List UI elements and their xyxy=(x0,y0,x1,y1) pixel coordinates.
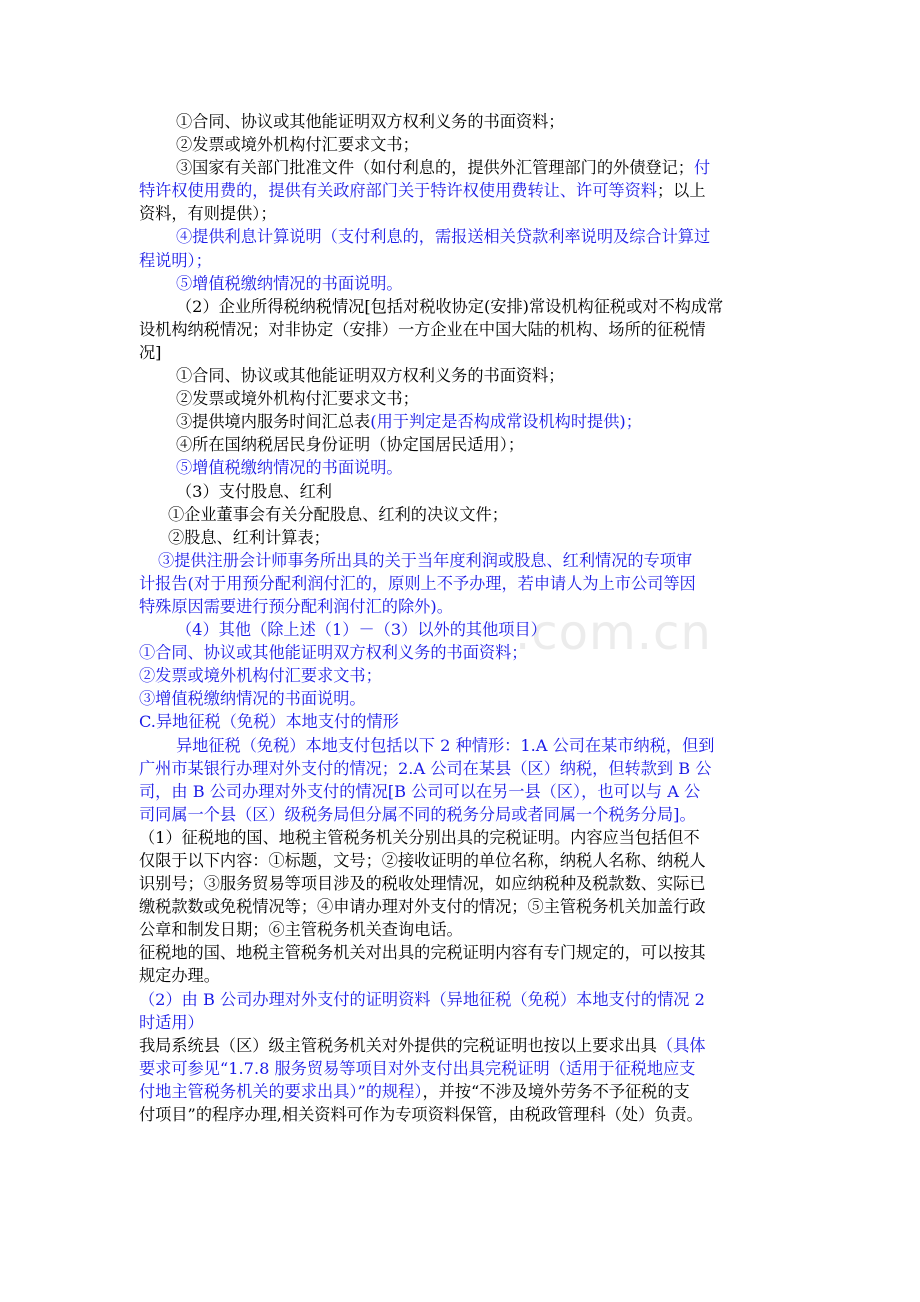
text-span: ；以上 xyxy=(657,181,706,201)
highlighted-line: 程说明）； xyxy=(139,250,212,270)
text-span: ，并按“不涉及境外劳务不予征税的支 xyxy=(422,1081,690,1101)
highlighted-line: ③增值税缴纳情况的书面说明。 xyxy=(139,689,366,709)
text-line: 缴税款数或免税情况等；④申请办理对外支付的情况；⑤主管税务机关加盖行政 xyxy=(139,897,706,917)
text-span: 我局系统县（区）级主管税务机关对外提供的完税证明也按以上要求出具 xyxy=(139,1035,657,1055)
text-line: ①合同、协议或其他能证明双方权利义务的书面资料； xyxy=(176,112,565,131)
text-line: 公章和制发日期；⑥主管税务机关查询电话。 xyxy=(139,920,463,940)
text-span: ③提供境内服务时间汇总表 xyxy=(176,412,371,432)
highlighted-line: 计报告(对于用预分配利润付汇的，原则上不予办理，若申请人为上市公司等因 xyxy=(139,573,696,593)
text-line: 设机构纳税情况；对非协定（安排）一方企业在中国大陆的机构、场所的征税情 xyxy=(139,319,706,339)
text-line: 征税地的国、地税主管税务机关对出具的完税证明内容有专门规定的，可以按其 xyxy=(139,943,706,963)
highlighted-line: ⑤增值税缴纳情况的书面说明。 xyxy=(176,458,403,478)
highlighted-line: ①合同、协议或其他能证明双方权利义务的书面资料； xyxy=(139,643,528,663)
text-line: （1）征税地的国、地税主管税务机关分别出具的完税证明。内容应当包括但不 xyxy=(139,827,700,847)
section-heading: C.异地征税（免税）本地支付的情形 xyxy=(139,712,399,732)
text-line xyxy=(139,410,787,433)
highlighted-line: ④提供利息计算说明（支付利息的，需报送相关贷款利率说明及综合计算过 xyxy=(176,227,711,247)
highlighted-text: 付地主管税务机关的要求出具）”的规程） xyxy=(139,1081,423,1101)
highlighted-line: 时适用） xyxy=(139,1012,204,1032)
text-line xyxy=(139,156,787,179)
section-heading: （2）由 B 公司办理对外支付的证明资料（异地征税（免税）本地支付的情况 2 xyxy=(139,989,705,1009)
section-heading: （2）企业所得税纳税情况[包括对税收协定(安排)常设机构征税或对不构成常 xyxy=(176,296,724,316)
highlighted-text: 特许权使用费的，提供有关政府部门关于特许权使用费转让、许可等资料 xyxy=(139,181,657,201)
text-line: 资料，有则提供）； xyxy=(139,204,277,224)
highlighted-line: 广州市某银行办理对外支付的情况；2.A 公司在某县（区）纳税，但转款到 B 公 xyxy=(139,758,712,778)
section-heading: （3）支付股息、红利 xyxy=(176,481,332,501)
highlighted-line: 司，由 B 公司办理对外支付的情况[B 公司可以在另一县（区），也可以与 A 公 xyxy=(139,781,701,801)
text-line xyxy=(139,1034,787,1057)
highlighted-line: ③提供注册会计师事务所出具的关于当年度利润或股息、红利情况的专项审 xyxy=(158,550,693,570)
text-line: 况] xyxy=(139,342,162,362)
document-body xyxy=(139,110,787,1126)
text-line: ②发票或境外机构付汇要求文书； xyxy=(176,135,419,155)
text-line: 付项目”的程序办理,相关资料可作为专项资料保管，由税政管理科（处）负责。 xyxy=(139,1105,703,1125)
highlighted-line: 司同属一个县（区）级税务局但分属不同的税务分局或者同属一个税务分局]。 xyxy=(139,804,696,824)
highlighted-line: ②发票或境外机构付汇要求文书； xyxy=(139,666,382,686)
text-line xyxy=(139,179,787,202)
text-span: ③国家有关部门批准文件（如付利息的，提供外汇管理部门的外债登记； xyxy=(176,158,694,178)
text-line xyxy=(139,1080,787,1103)
text-line: ①合同、协议或其他能证明双方权利义务的书面资料； xyxy=(176,366,565,386)
text-line: ④所在国纳税居民身份证明（协定国居民适用）； xyxy=(176,435,525,455)
highlighted-text: (用于判定是否构成常设机构时提供)； xyxy=(370,412,642,432)
text-line: ②股息、红利计算表； xyxy=(168,527,330,547)
text-line: 规定办理。 xyxy=(139,966,220,986)
highlighted-line: 要求可参见“1.7.8 服务贸易等项目对外支付出具完税证明（适用于征税地应支 xyxy=(139,1058,696,1078)
text-line: 识别号；③服务贸易等项目涉及的税收处理情况，如应纳税种及税款数、实际已 xyxy=(139,874,706,894)
highlighted-line: 异地征税（免税）本地支付包括以下 2 种情形：1.A 公司在某市纳税，但到 xyxy=(176,735,715,755)
text-line: ②发票或境外机构付汇要求文书； xyxy=(176,389,419,409)
text-line: 仅限于以下内容：①标题，文号；②接收证明的单位名称，纳税人名称、纳税人 xyxy=(139,851,706,870)
text-line: ①企业董事会有关分配股息、红利的决议文件； xyxy=(168,504,508,524)
highlighted-line: ⑤增值税缴纳情况的书面说明。 xyxy=(176,273,403,293)
highlighted-line: 特殊原因需要进行预分配利润付汇的除外)。 xyxy=(139,596,453,616)
highlighted-text: 付 xyxy=(694,158,711,178)
watermark: .com.cn xyxy=(515,605,712,661)
highlighted-text: （具体 xyxy=(657,1035,706,1055)
section-heading: （4）其他（除上述（1）－（3）以外的其他项目） xyxy=(176,620,547,640)
